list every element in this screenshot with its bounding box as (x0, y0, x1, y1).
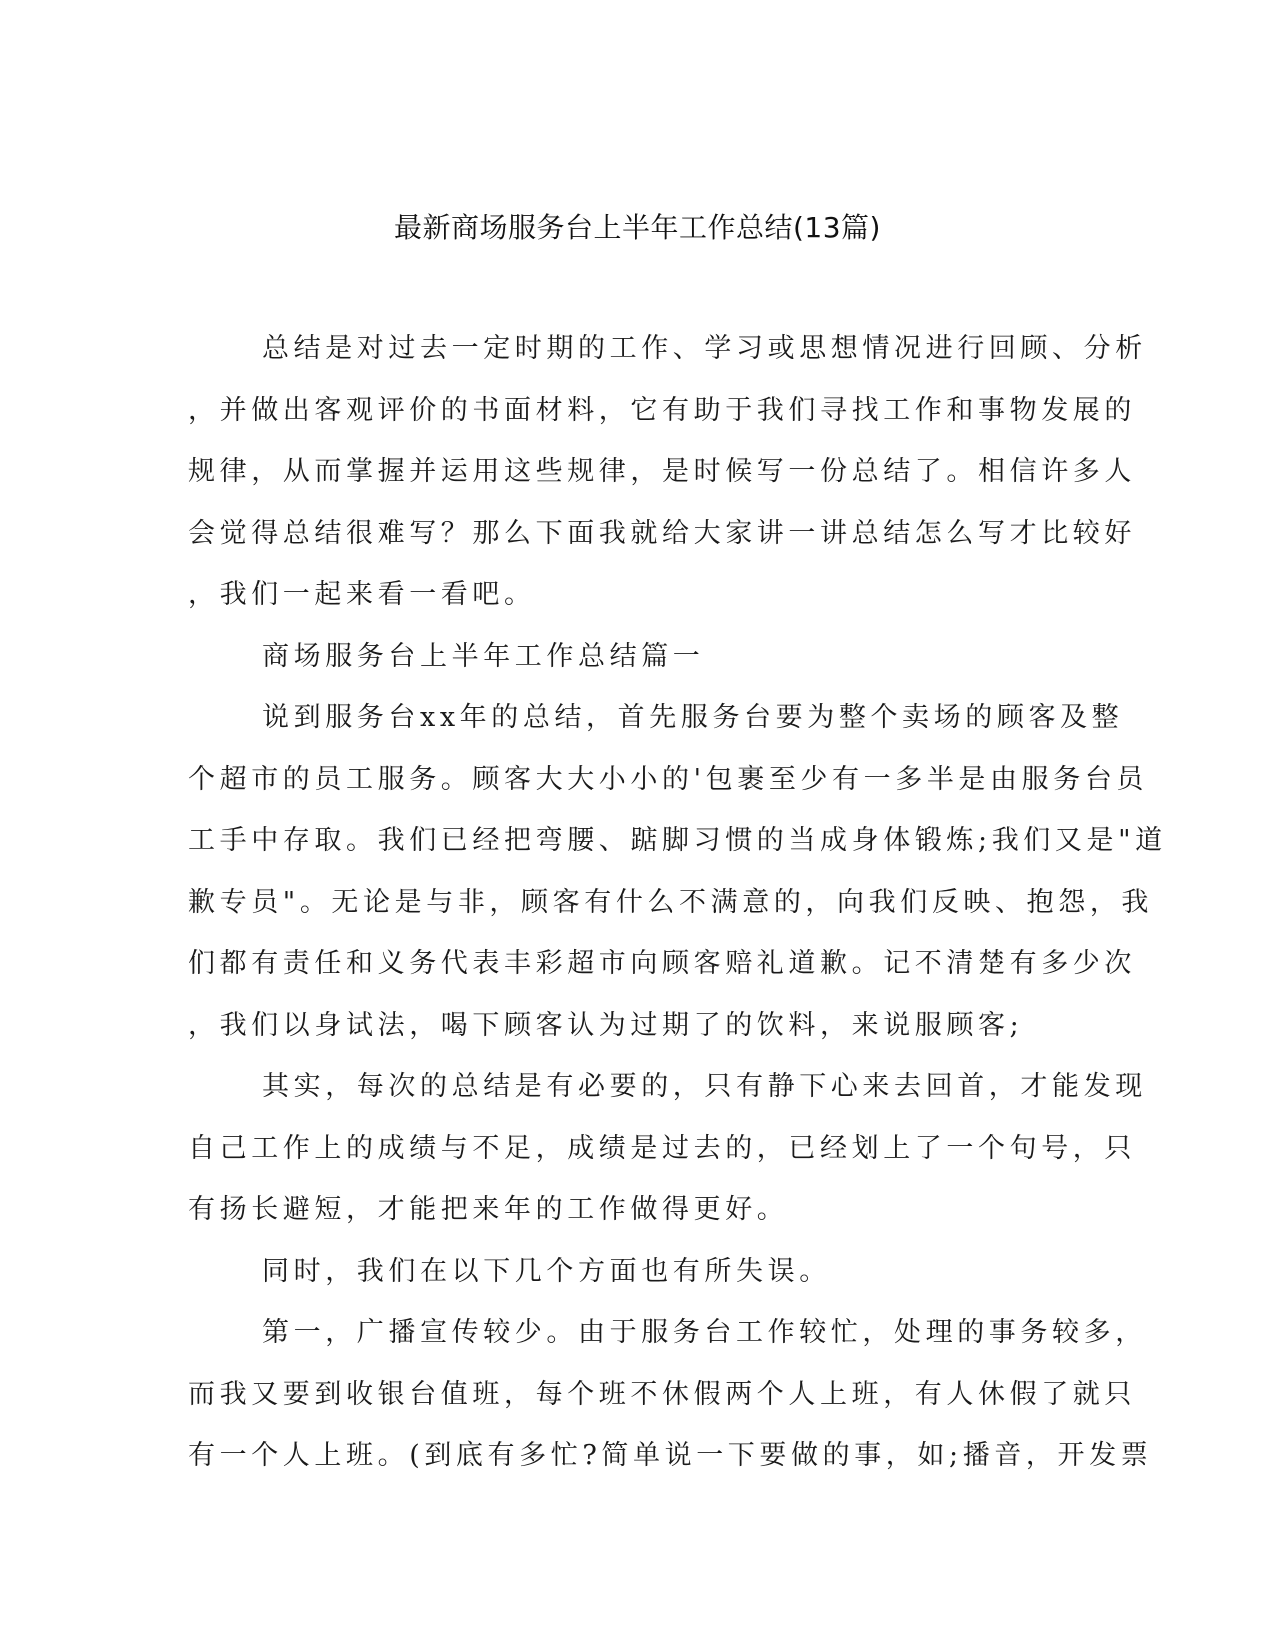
section-heading: 商场服务台上半年工作总结篇一 (262, 640, 705, 672)
paragraph-line: ，我们以身试法，喝下顾客认为过期了的饮料，来说服顾客; (188, 1009, 1024, 1041)
paragraph-line: 工手中存取。我们已经把弯腰、踮脚习惯的当成身体锻炼;我们又是"道 (188, 825, 1167, 856)
paragraph-line: 而我又要到收银台值班，每个班不休假两个人上班，有人休假了就只 (188, 1378, 1136, 1410)
paragraph-line: 总结是对过去一定时期的工作、学习或思想情况进行回顾、分析 (262, 333, 1147, 364)
paragraph-line: 歉专员"。无论是与非，顾客有什么不满意的，向我们反映、抱怨，我 (188, 886, 1154, 918)
paragraph-line: 个超市的员工服务。顾客大大小小的'包裹至少有一多半是由服务台员 (188, 763, 1149, 795)
document-title: 最新商场服务台上半年工作总结(13篇) (394, 211, 881, 244)
paragraph-line: 同时，我们在以下几个方面也有所失误。 (262, 1255, 831, 1287)
paragraph-line: 有扬长避短，才能把来年的工作做得更好。 (188, 1194, 789, 1225)
document-body (188, 318, 1167, 1487)
paragraph-line: ，我们一起来看一看吧。 (188, 579, 536, 610)
paragraph-line: 规律，从而掌握并运用这些规律，是时候写一份总结了。相信许多人 (188, 456, 1136, 487)
paragraph-line: 说到服务台xx年的总结，首先服务台要为整个卖场的顾客及整 (262, 702, 1124, 733)
paragraph-line: 有一个人上班。(到底有多忙?简单说一下要做的事，如;播音，开发票 (188, 1440, 1153, 1471)
paragraph-line: 会觉得总结很难写？那么下面我就给大家讲一讲总结怎么写才比较好 (188, 517, 1136, 549)
paragraph-line: 们都有责任和义务代表丰彩超市向顾客赔礼道歉。记不清楚有多少次 (188, 948, 1136, 979)
paragraph-line: 第一，广播宣传较少。由于服务台工作较忙，处理的事务较多， (262, 1317, 1147, 1348)
paragraph-line: ，并做出客观评价的书面材料，它有助于我们寻找工作和事物发展的 (188, 394, 1136, 426)
paragraph-line: 自己工作上的成绩与不足，成绩是过去的，已经划上了一个句号，只 (188, 1132, 1136, 1164)
paragraph-line: 其实，每次的总结是有必要的，只有静下心来去回首，才能发现 (262, 1071, 1147, 1102)
